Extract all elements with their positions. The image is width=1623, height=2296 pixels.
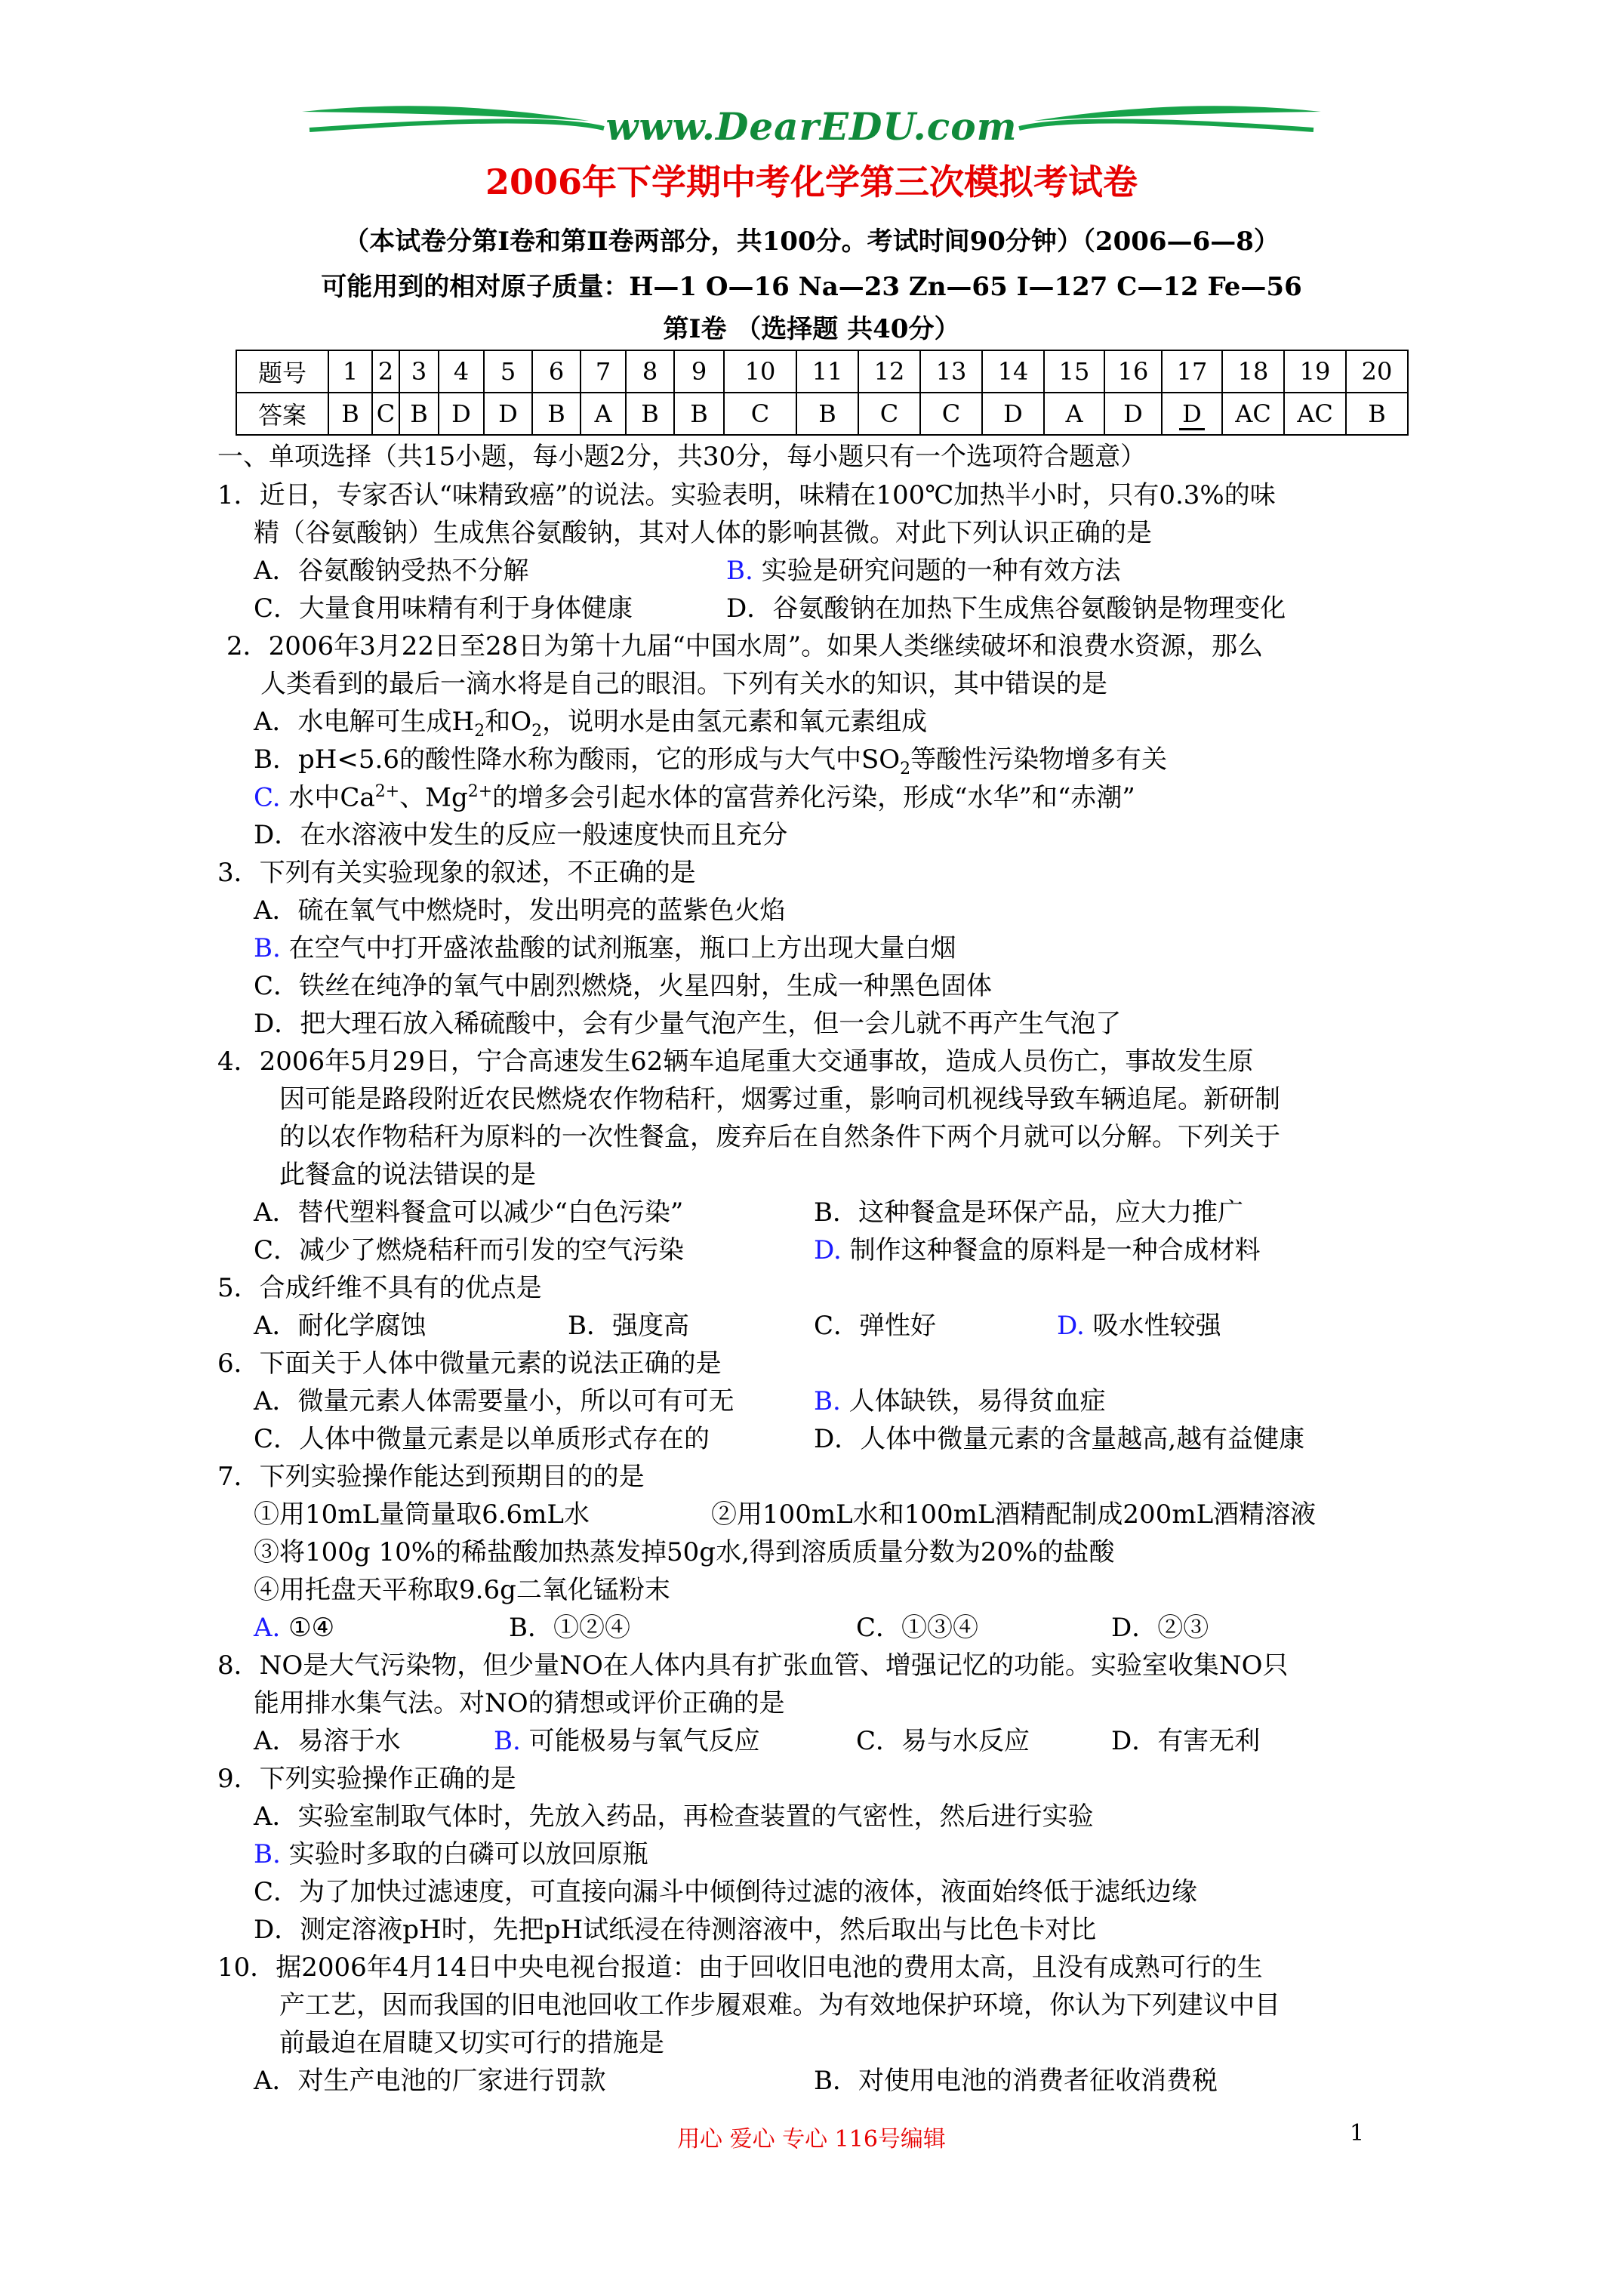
option-text: 的增多会引起水体的富营养化污染，形成“水华”和“赤潮” (492, 782, 1135, 813)
option-b (254, 1839, 648, 1870)
option-text: 等酸性污染物增多有关 (910, 744, 1168, 775)
option-d: D．人体中微量元素的含量越高,越有益健康 (814, 1424, 1305, 1454)
answer-marker: B. (254, 1839, 281, 1869)
question-number-cell: 5 (484, 350, 532, 393)
option-a (254, 1613, 334, 1644)
option-text: 人体缺铁，易得贫血症 (840, 1386, 1106, 1416)
atomic-masses: 可能用到的相对原子质量：H—1 O—16 Na—23 Zn—65 I—127 C—12 Fe—56 (321, 272, 1302, 302)
option-c: C．为了加快过滤速度，可直接向漏斗中倾倒待过滤的液体，液面始终低于滤纸边缘 (254, 1877, 1198, 1907)
option-text: 、Mg (399, 782, 468, 813)
answer-marker: D. (1057, 1311, 1085, 1341)
question-number-cell: 10 (724, 350, 796, 393)
answer-cell: C (372, 393, 399, 435)
answer-table (236, 350, 1409, 436)
option-text: B．pH<5.6的酸性降水称为酸雨，它的形成与大气中SO (254, 744, 901, 775)
statement-4: ④用托盘天平称取9.6g二氧化锰粉末 (254, 1575, 670, 1605)
subscript: 2 (474, 721, 485, 741)
table-header-cell: 题号 (236, 350, 328, 393)
question-stem: 精（谷氨酸钠）生成焦谷氨酸钠，其对人体的影响甚微。对此下列认识正确的是 (254, 518, 1152, 548)
subscript: 2 (900, 759, 911, 778)
question-number-cell: 17 (1162, 350, 1222, 393)
answer-marker: B. (814, 1386, 841, 1416)
question-number-cell: 18 (1222, 350, 1284, 393)
option-a: A．谷氨酸钠受热不分解 (254, 556, 529, 586)
option-b: B．这种餐盒是环保产品，应大力推广 (814, 1197, 1243, 1228)
option-c: C．人体中微量元素是以单质形式存在的 (254, 1424, 710, 1454)
option-b (814, 1386, 1106, 1417)
question-stem: 10．据2006年4月14日中央电视台报道：由于回收旧电池的费用太高，且没有成熟可行的生 (217, 1952, 1263, 1983)
option-text: 制作这种餐盒的原料是一种合成材料 (841, 1235, 1261, 1265)
answer-marker: B. (254, 933, 281, 963)
answer-cell: B (399, 393, 439, 435)
question-stem: 8．NO是大气污染物，但少量NO在人体内具有扩张血管、增强记忆的功能。实验室收集NO只 (217, 1650, 1289, 1681)
question-number-cell: 16 (1104, 350, 1162, 393)
question-stem: 3．下列有关实验现象的叙述，不正确的是 (217, 858, 696, 888)
superscript: 2+ (374, 782, 400, 801)
option-b (726, 556, 1121, 587)
option-d (1057, 1311, 1221, 1342)
question-stem: 9．下列实验操作正确的是 (217, 1764, 516, 1794)
option-b (254, 744, 1167, 779)
question-number-cell: 19 (1284, 350, 1346, 393)
table-header-cell: 答案 (236, 393, 328, 435)
option-text: 和O (485, 707, 532, 737)
option-text: 吸水性较强 (1084, 1311, 1221, 1341)
answer-marker: D. (814, 1235, 842, 1265)
option-c: C．铁丝在纯净的氧气中剧烈燃烧，火星四射，生成一种黑色固体 (254, 971, 993, 1001)
option-b (494, 1726, 760, 1757)
question-number-cell: 2 (372, 350, 399, 393)
option-c (254, 782, 1135, 813)
question-number-cell: 6 (532, 350, 581, 393)
question-stem: 6．下面关于人体中微量元素的说法正确的是 (217, 1348, 722, 1379)
answer-cell: D (1104, 393, 1162, 435)
option-b: B．强度高 (568, 1311, 689, 1341)
option-a: A．耐化学腐蚀 (254, 1311, 427, 1341)
answer-cell: D (982, 393, 1044, 435)
question-number-cell: 3 (399, 350, 439, 393)
statement-2: ②用100mL水和100mL酒精配制成200mL酒精溶液 (711, 1499, 1317, 1530)
answer-cell: B (674, 393, 724, 435)
question-stem: 产工艺，因而我国的旧电池回收工作步履艰难。为有效地保护环境，你认为下列建议中目 (279, 1990, 1280, 2020)
option-text: ①④ (280, 1613, 335, 1643)
answer-cell: C (920, 393, 982, 435)
question-number-cell: 11 (796, 350, 858, 393)
option-c: C．①③④ (856, 1613, 979, 1643)
site-banner (302, 91, 1321, 159)
part1-heading: 第Ⅰ卷 （选择题 共40分） (663, 314, 960, 344)
section-heading: 一、单项选择（共15小题，每小题2分，共30分，每小题只有一个选项符合题意） (217, 442, 1147, 472)
option-a: A．实验室制取气体时，先放入药品，再检查装置的气密性，然后进行实验 (254, 1801, 1094, 1832)
option-text: 实验时多取的白磷可以放回原瓶 (280, 1839, 648, 1869)
option-b (254, 933, 956, 964)
answer-cell: B (532, 393, 581, 435)
table-row-answers (236, 393, 1408, 435)
subscript: 2 (531, 721, 543, 741)
exam-instructions: （本试卷分第Ⅰ卷和第Ⅱ卷两部分，共100分。考试时间90分钟）（2006—6—8） (343, 227, 1280, 257)
question-stem: 人类看到的最后一滴水将是自己的眼泪。下列有关水的知识，其中错误的是 (260, 669, 1107, 699)
answer-cell: B (626, 393, 674, 435)
answer-cell: C (858, 393, 920, 435)
question-number-cell: 4 (439, 350, 484, 393)
option-a: A．易溶于水 (254, 1726, 401, 1756)
page-footer: 用心 爱心 专心 116号编辑 (677, 2126, 946, 2153)
option-text: 可能极易与氧气反应 (520, 1726, 760, 1756)
answer-underlined: D (1179, 399, 1205, 430)
answer-cell: D (439, 393, 484, 435)
option-d: D．在水溶液中发生的反应一般速度快而且充分 (254, 820, 788, 850)
answer-marker: A. (254, 1613, 281, 1643)
option-text: 水中Ca (280, 782, 375, 813)
option-text: 实验是研究问题的一种有效方法 (753, 556, 1121, 586)
answer-cell: B (796, 393, 858, 435)
answer-cell: B (328, 393, 372, 435)
answer-cell: B (1346, 393, 1408, 435)
option-c: C．弹性好 (814, 1311, 937, 1341)
answer-cell (1162, 393, 1222, 435)
question-number-cell: 13 (920, 350, 982, 393)
statement-3: ③将100g 10%的稀盐酸加热蒸发掉50g水,得到溶质质量分数为20%的盐酸 (254, 1537, 1115, 1567)
page-number: 1 (1350, 2120, 1365, 2147)
answer-marker: B. (494, 1726, 521, 1756)
question-stem: 能用排水集气法。对NO的猜想或评价正确的是 (254, 1688, 785, 1718)
question-number-cell: 14 (982, 350, 1044, 393)
option-d (814, 1235, 1261, 1266)
answer-marker: B. (726, 556, 753, 586)
question-stem: 2．2006年3月22日至28日为第十九届“中国水周”。如果人类继续破坏和浪费水资源，那么 (226, 631, 1264, 661)
option-d: D．把大理石放入稀硫酸中，会有少量气泡产生，但一会儿就不再产生气泡了 (254, 1009, 1122, 1039)
banner-url[interactable]: www.DearEDU.com (605, 104, 1018, 149)
question-number-cell: 8 (626, 350, 674, 393)
option-d: D．测定溶液pH时，先把pH试纸浸在待测溶液中，然后取出与比色卡对比 (254, 1915, 1097, 1945)
question-number-cell: 7 (581, 350, 626, 393)
option-text: A．水电解可生成H (254, 707, 475, 737)
table-row-numbers (236, 350, 1408, 393)
question-number-cell: 15 (1044, 350, 1104, 393)
question-stem: 此餐盒的说法错误的是 (279, 1160, 536, 1190)
question-stem: 5．合成纤维不具有的优点是 (217, 1273, 542, 1303)
exam-title: 2006年下学期中考化学第三次模拟考试卷 (485, 162, 1138, 202)
option-b: B．对使用电池的消费者征收消费税 (814, 2066, 1218, 2096)
option-a: A．微量元素人体需要量小，所以可有可无 (254, 1386, 735, 1416)
option-c: C．减少了燃烧秸秆而引发的空气污染 (254, 1235, 685, 1265)
option-c: C．易与水反应 (856, 1726, 1030, 1756)
option-d: D．有害无利 (1111, 1726, 1261, 1756)
question-number-cell: 9 (674, 350, 724, 393)
answer-cell: A (1044, 393, 1104, 435)
option-a: A．硫在氧气中燃烧时，发出明亮的蓝紫色火焰 (254, 895, 786, 926)
question-stem: 的以农作物秸秆为原料的一次性餐盒，废弃后在自然条件下两个月就可以分解。下列关于 (279, 1122, 1280, 1152)
option-d: D．谷氨酸钠在加热下生成焦谷氨酸钠是物理变化 (726, 593, 1286, 624)
option-a (254, 707, 927, 741)
statement-1: ①用10mL量筒量取6.6mL水 (254, 1499, 590, 1530)
answer-marker: C. (254, 782, 281, 813)
answer-cell: AC (1222, 393, 1284, 435)
question-stem: 4．2006年5月29日，宁合高速发生62辆车追尾重大交通事故，造成人员伤亡，事故发生原 (217, 1046, 1254, 1077)
question-stem: 1．近日，专家否认“味精致癌”的说法。实验表明，味精在100℃加热半小时，只有0.3%的味 (217, 480, 1276, 510)
question-number-cell: 20 (1346, 350, 1408, 393)
option-d: D．②③ (1111, 1613, 1209, 1643)
option-text: 在空气中打开盛浓盐酸的试剂瓶塞，瓶口上方出现大量白烟 (280, 933, 956, 963)
option-c: C．大量食用味精有利于身体健康 (254, 593, 633, 624)
option-b: B．①②④ (509, 1613, 630, 1643)
option-a: A．替代塑料餐盒可以减少“白色污染” (254, 1197, 684, 1228)
superscript: 2+ (467, 782, 493, 801)
option-a: A．对生产电池的厂家进行罚款 (254, 2066, 606, 2096)
answer-cell: AC (1284, 393, 1346, 435)
question-number-cell: 12 (858, 350, 920, 393)
answer-cell: C (724, 393, 796, 435)
question-stem: 7．下列实验操作能达到预期目的的是 (217, 1462, 645, 1492)
question-stem: 因可能是路段附近农民燃烧农作物秸秆，烟雾过重，影响司机视线导致车辆追尾。新研制 (279, 1084, 1280, 1114)
option-text: ，说明水是由氢元素和氧元素组成 (542, 707, 928, 737)
answer-cell: A (581, 393, 626, 435)
question-stem: 前最迫在眉睫又切实可行的措施是 (279, 2028, 664, 2058)
question-number-cell: 1 (328, 350, 372, 393)
answer-cell: D (484, 393, 532, 435)
